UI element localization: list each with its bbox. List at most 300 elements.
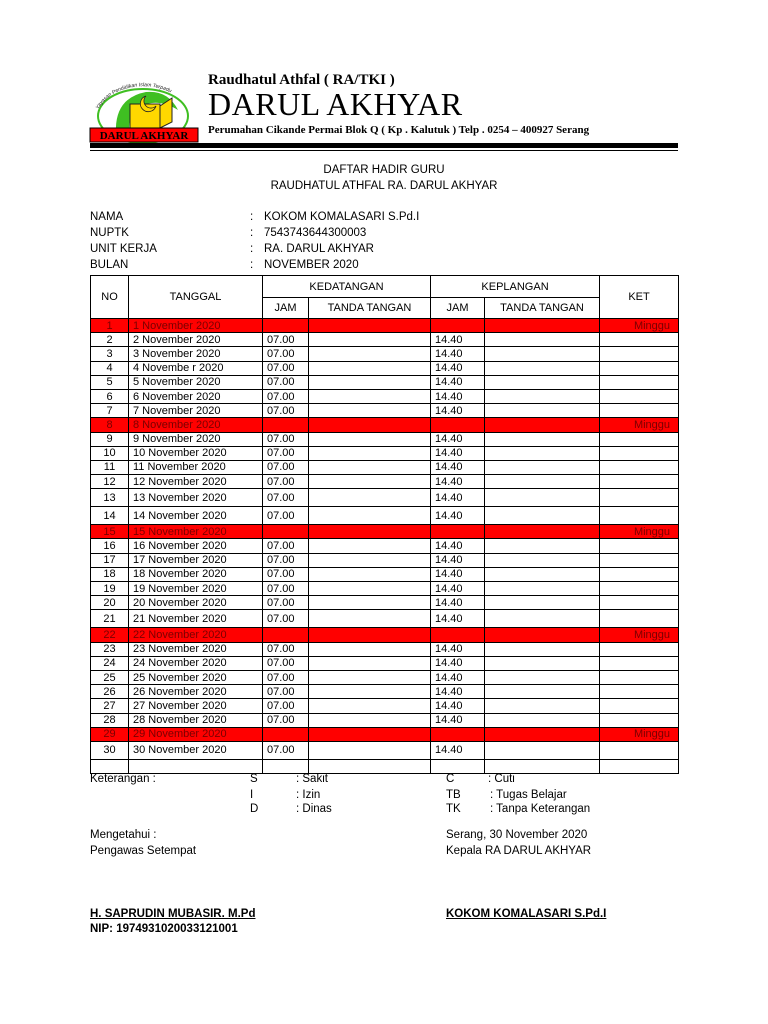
- cell-jam-in: 07.00: [263, 361, 309, 375]
- cell-tanggal: 13 November 2020: [129, 489, 263, 507]
- cell-jam-out: 14.40: [431, 713, 485, 727]
- cell-jam-out: 14.40: [431, 404, 485, 418]
- cell-no: 2: [91, 333, 129, 347]
- cell-tanggal: 4 Novembe r 2020: [129, 361, 263, 375]
- cell-ttd-out: [485, 713, 600, 727]
- table-row: [91, 446, 679, 460]
- cell-tanggal: 12 November 2020: [129, 475, 263, 489]
- cell-no: 26: [91, 685, 129, 699]
- cell-no: 3: [91, 347, 129, 361]
- cell-jam-in: 07.00: [263, 713, 309, 727]
- sig-left-name: H. SAPRUDIN MUBASIR. M.Pd: [90, 908, 256, 920]
- cell-ket: [600, 333, 679, 347]
- cell-ttd-out: [485, 404, 600, 418]
- cell-ttd-in: [309, 375, 431, 389]
- cell-tanggal: 19 November 2020: [129, 582, 263, 596]
- cell-ttd-in: [309, 460, 431, 474]
- cell-ttd-in: [309, 567, 431, 581]
- cell-tanggal: 16 November 2020: [129, 539, 263, 553]
- table-row: [91, 375, 679, 389]
- cell-ttd-out: [485, 347, 600, 361]
- cell-ttd-out: [485, 628, 600, 642]
- cell-jam-in: 07.00: [263, 699, 309, 713]
- table-row: [91, 741, 679, 759]
- cell-jam-out: [431, 418, 485, 432]
- identity-value: KOKOM KOMALASARI S.Pd.I: [264, 211, 420, 223]
- cell-jam-in: 07.00: [263, 553, 309, 567]
- cell-tanggal: 5 November 2020: [129, 375, 263, 389]
- table-row: [91, 713, 679, 727]
- cell-ket: [600, 446, 679, 460]
- cell-tanggal: 20 November 2020: [129, 596, 263, 610]
- cell-ttd-out: [485, 610, 600, 628]
- cell-ttd-out: [485, 567, 600, 581]
- cell-ttd-in: [309, 656, 431, 670]
- table-row: [91, 642, 679, 656]
- cell-jam-out: 14.40: [431, 582, 485, 596]
- cell-jam-in: 07.00: [263, 567, 309, 581]
- cell-jam-out: 14.40: [431, 507, 485, 525]
- cell-ttd-out: [485, 489, 600, 507]
- letterhead-divider-thick: [90, 143, 678, 148]
- cell-no: 6: [91, 389, 129, 403]
- cell-tanggal: 30 November 2020: [129, 741, 263, 759]
- cell-ket: [600, 432, 679, 446]
- cell-ttd-out: [485, 418, 600, 432]
- cell-ttd-out: [485, 741, 600, 759]
- cell-ttd-out: [485, 319, 600, 333]
- cell-jam-in: 07.00: [263, 347, 309, 361]
- cell-ttd-out: [485, 553, 600, 567]
- cell-ttd-in: [309, 446, 431, 460]
- header-ket: KET: [600, 276, 679, 319]
- cell-jam-in: 07.00: [263, 596, 309, 610]
- cell-jam-out: [431, 319, 485, 333]
- cell-ttd-in: [309, 418, 431, 432]
- cell-no: 15: [91, 525, 129, 539]
- cell-jam-in: 07.00: [263, 475, 309, 489]
- cell-ttd-in: [309, 759, 431, 773]
- cell-ttd-out: [485, 727, 600, 741]
- header-jam-out: JAM: [431, 298, 485, 319]
- cell-ttd-out: [485, 361, 600, 375]
- identity-label: BULAN: [90, 259, 129, 271]
- cell-ttd-in: [309, 582, 431, 596]
- cell-ttd-out: [485, 507, 600, 525]
- table-row-sunday: [91, 418, 679, 432]
- cell-jam-out: 14.40: [431, 610, 485, 628]
- sig-right-name: KOKOM KOMALASARI S.Pd.I: [446, 908, 607, 920]
- cell-no: 25: [91, 670, 129, 684]
- cell-ttd-in: [309, 525, 431, 539]
- cell-jam-in: 07.00: [263, 610, 309, 628]
- sig-left-nip: NIP: 1974931020033121001: [90, 923, 238, 935]
- cell-no: 7: [91, 404, 129, 418]
- cell-jam-in: 07.00: [263, 375, 309, 389]
- cell-no: 29: [91, 727, 129, 741]
- table-row: [91, 489, 679, 507]
- cell-tanggal: 29 November 2020: [129, 727, 263, 741]
- cell-ket: [600, 713, 679, 727]
- cell-ttd-in: [309, 713, 431, 727]
- cell-ttd-out: [485, 539, 600, 553]
- table-row: [91, 759, 679, 773]
- attendance-table: [90, 275, 679, 774]
- table-row: [91, 656, 679, 670]
- school-name: DARUL AKHYAR: [208, 86, 463, 122]
- header-keplangan: KEPLANGAN: [431, 276, 600, 298]
- cell-jam-in: 07.00: [263, 670, 309, 684]
- cell-no: 17: [91, 553, 129, 567]
- cell-tanggal: 7 November 2020: [129, 404, 263, 418]
- cell-ttd-in: [309, 347, 431, 361]
- table-row: [91, 475, 679, 489]
- document-title: DAFTAR HADIR GURU: [323, 164, 445, 176]
- cell-ttd-in: [309, 489, 431, 507]
- cell-jam-out: 14.40: [431, 656, 485, 670]
- cell-jam-out: 14.40: [431, 699, 485, 713]
- cell-jam-in: 07.00: [263, 404, 309, 418]
- cell-ket: [600, 553, 679, 567]
- table-row: [91, 553, 679, 567]
- table-row: [91, 347, 679, 361]
- cell-ttd-in: [309, 642, 431, 656]
- cell-jam-out: 14.40: [431, 375, 485, 389]
- table-row: [91, 539, 679, 553]
- table-row: [91, 567, 679, 581]
- cell-tanggal: 9 November 2020: [129, 432, 263, 446]
- identity-label: NAMA: [90, 211, 124, 223]
- cell-ttd-out: [485, 759, 600, 773]
- cell-jam-out: 14.40: [431, 432, 485, 446]
- cell-ttd-out: [485, 525, 600, 539]
- legend-code: TK: [446, 803, 461, 815]
- cell-jam-in: [263, 525, 309, 539]
- cell-tanggal: 17 November 2020: [129, 553, 263, 567]
- cell-jam-in: 07.00: [263, 741, 309, 759]
- cell-tanggal: 6 November 2020: [129, 389, 263, 403]
- cell-tanggal: 28 November 2020: [129, 713, 263, 727]
- sig-left-line1: Mengetahui :: [90, 829, 157, 841]
- table-row: [91, 432, 679, 446]
- cell-ket: Minggu: [600, 727, 679, 741]
- cell-ket: Minggu: [600, 525, 679, 539]
- cell-ket: [600, 610, 679, 628]
- cell-ttd-in: [309, 699, 431, 713]
- cell-tanggal: 10 November 2020: [129, 446, 263, 460]
- table-row: [91, 460, 679, 474]
- cell-jam-out: 14.40: [431, 347, 485, 361]
- cell-jam-in: 07.00: [263, 656, 309, 670]
- cell-ttd-in: [309, 727, 431, 741]
- cell-jam-in: [263, 759, 309, 773]
- cell-tanggal: 11 November 2020: [129, 460, 263, 474]
- cell-jam-in: 07.00: [263, 489, 309, 507]
- school-logo: [86, 76, 202, 144]
- table-row: [91, 507, 679, 525]
- cell-no: 22: [91, 628, 129, 642]
- cell-tanggal: 21 November 2020: [129, 610, 263, 628]
- table-row-sunday: [91, 628, 679, 642]
- cell-no: 28: [91, 713, 129, 727]
- legend-desc: : Dinas: [296, 803, 332, 815]
- cell-ket: [600, 685, 679, 699]
- cell-ttd-in: [309, 539, 431, 553]
- legend-code: C: [446, 773, 455, 785]
- cell-ket: Minggu: [600, 418, 679, 432]
- cell-no: 19: [91, 582, 129, 596]
- cell-jam-in: 07.00: [263, 389, 309, 403]
- cell-tanggal: [129, 759, 263, 773]
- cell-jam-out: 14.40: [431, 553, 485, 567]
- cell-ket: [600, 699, 679, 713]
- cell-ttd-out: [485, 432, 600, 446]
- cell-jam-in: [263, 628, 309, 642]
- sig-right-line2: Kepala RA DARUL AKHYAR: [446, 845, 592, 857]
- legend-desc: : Izin: [296, 789, 321, 801]
- header-kedatangan: KEDATANGAN: [263, 276, 431, 298]
- cell-jam-in: [263, 319, 309, 333]
- cell-jam-in: 07.00: [263, 446, 309, 460]
- cell-jam-out: 14.40: [431, 489, 485, 507]
- cell-jam-in: [263, 418, 309, 432]
- cell-ket: [600, 741, 679, 759]
- cell-no: 13: [91, 489, 129, 507]
- cell-ttd-in: [309, 596, 431, 610]
- cell-jam-in: 07.00: [263, 507, 309, 525]
- cell-ket: [600, 656, 679, 670]
- cell-tanggal: 27 November 2020: [129, 699, 263, 713]
- cell-jam-out: 14.40: [431, 685, 485, 699]
- cell-tanggal: 18 November 2020: [129, 567, 263, 581]
- cell-ket: [600, 539, 679, 553]
- cell-ket: [600, 567, 679, 581]
- cell-ket: [600, 642, 679, 656]
- header-ttd-in: TANDA TANGAN: [309, 298, 431, 319]
- cell-no: 18: [91, 567, 129, 581]
- cell-ttd-in: [309, 475, 431, 489]
- cell-ket: [600, 489, 679, 507]
- cell-ket: [600, 670, 679, 684]
- cell-tanggal: 15 November 2020: [129, 525, 263, 539]
- cell-tanggal: 14 November 2020: [129, 507, 263, 525]
- cell-jam-in: 07.00: [263, 642, 309, 656]
- table-row: [91, 685, 679, 699]
- cell-ttd-out: [485, 389, 600, 403]
- legend-label: Keterangan :: [90, 773, 156, 785]
- sig-left-line2: Pengawas Setempat: [90, 845, 197, 857]
- cell-ttd-out: [485, 446, 600, 460]
- cell-ttd-in: [309, 361, 431, 375]
- identity-value: RA. DARUL AKHYAR: [264, 243, 374, 255]
- header-ttd-out: TANDA TANGAN: [485, 298, 600, 319]
- cell-ttd-out: [485, 596, 600, 610]
- header-no: NO: [91, 276, 129, 319]
- cell-ttd-out: [485, 642, 600, 656]
- cell-tanggal: 25 November 2020: [129, 670, 263, 684]
- cell-no: 24: [91, 656, 129, 670]
- cell-ket: [600, 375, 679, 389]
- cell-ttd-in: [309, 404, 431, 418]
- identity-colon: :: [250, 211, 254, 223]
- cell-jam-in: 07.00: [263, 582, 309, 596]
- cell-jam-out: [431, 628, 485, 642]
- cell-jam-out: 14.40: [431, 596, 485, 610]
- cell-ket: [600, 475, 679, 489]
- document-subtitle: RAUDHATUL ATHFAL RA. DARUL AKHYAR: [270, 180, 498, 192]
- table-row: [91, 389, 679, 403]
- table-row: [91, 361, 679, 375]
- cell-ttd-in: [309, 628, 431, 642]
- cell-no: 12: [91, 475, 129, 489]
- legend-desc: : Tugas Belajar: [490, 789, 567, 801]
- cell-ttd-out: [485, 656, 600, 670]
- cell-jam-out: 14.40: [431, 446, 485, 460]
- cell-ttd-out: [485, 460, 600, 474]
- cell-ket: Minggu: [600, 628, 679, 642]
- cell-ket: [600, 460, 679, 474]
- cell-tanggal: 23 November 2020: [129, 642, 263, 656]
- cell-tanggal: 26 November 2020: [129, 685, 263, 699]
- cell-jam-out: 14.40: [431, 361, 485, 375]
- table-row: [91, 582, 679, 596]
- cell-ket: [600, 507, 679, 525]
- cell-no: 8: [91, 418, 129, 432]
- cell-ttd-out: [485, 475, 600, 489]
- header-tanggal: TANGGAL: [129, 276, 263, 319]
- cell-ttd-out: [485, 685, 600, 699]
- cell-jam-in: 07.00: [263, 539, 309, 553]
- table-row: [91, 404, 679, 418]
- cell-ket: [600, 596, 679, 610]
- header-jam-in: JAM: [263, 298, 309, 319]
- cell-jam-out: 14.40: [431, 670, 485, 684]
- table-row: [91, 670, 679, 684]
- cell-no: 11: [91, 460, 129, 474]
- school-address: Perumahan Cikande Permai Blok Q ( Kp . Kalutuk ) Telp . 0254 – 400927 Serang: [208, 124, 590, 136]
- cell-jam-out: 14.40: [431, 539, 485, 553]
- cell-no: 14: [91, 507, 129, 525]
- cell-jam-out: [431, 759, 485, 773]
- cell-no: 23: [91, 642, 129, 656]
- cell-ket: [600, 347, 679, 361]
- cell-no: 4: [91, 361, 129, 375]
- legend-desc: : Sakit: [296, 773, 328, 785]
- cell-ket: [600, 361, 679, 375]
- cell-no: 16: [91, 539, 129, 553]
- table-row: [91, 610, 679, 628]
- cell-tanggal: 1 November 2020: [129, 319, 263, 333]
- legend-code: I: [250, 789, 254, 801]
- letterhead-divider-thin: [90, 150, 678, 151]
- cell-no: 5: [91, 375, 129, 389]
- legend-code: S: [250, 773, 258, 785]
- cell-jam-out: [431, 525, 485, 539]
- sig-right-line1: Serang, 30 November 2020: [446, 829, 588, 841]
- table-row: [91, 699, 679, 713]
- identity-colon: :: [250, 259, 254, 271]
- table-row-sunday: [91, 319, 679, 333]
- legend-desc: : Cuti: [488, 773, 515, 785]
- table-row: [91, 596, 679, 610]
- identity-label: UNIT KERJA: [90, 243, 157, 255]
- cell-no: 9: [91, 432, 129, 446]
- cell-ttd-out: [485, 333, 600, 347]
- cell-ket: [600, 389, 679, 403]
- cell-jam-out: 14.40: [431, 567, 485, 581]
- identity-colon: :: [250, 243, 254, 255]
- legend-code: D: [250, 803, 259, 815]
- cell-jam-out: 14.40: [431, 460, 485, 474]
- cell-jam-in: [263, 727, 309, 741]
- legend-code: TB: [446, 789, 461, 801]
- table-row-sunday: [91, 525, 679, 539]
- cell-ttd-in: [309, 685, 431, 699]
- cell-ttd-in: [309, 432, 431, 446]
- cell-ttd-out: [485, 582, 600, 596]
- cell-ttd-in: [309, 389, 431, 403]
- identity-value: 7543743644300003: [264, 227, 367, 239]
- cell-jam-out: 14.40: [431, 389, 485, 403]
- cell-jam-out: 14.40: [431, 642, 485, 656]
- cell-tanggal: 3 November 2020: [129, 347, 263, 361]
- cell-no: 10: [91, 446, 129, 460]
- cell-ttd-in: [309, 507, 431, 525]
- cell-tanggal: 24 November 2020: [129, 656, 263, 670]
- identity-value: NOVEMBER 2020: [264, 259, 359, 271]
- cell-jam-out: 14.40: [431, 333, 485, 347]
- cell-ttd-in: [309, 610, 431, 628]
- cell-jam-out: 14.40: [431, 475, 485, 489]
- cell-ket: [600, 759, 679, 773]
- cell-ket: [600, 582, 679, 596]
- attendance-body: [91, 319, 679, 774]
- cell-no: 27: [91, 699, 129, 713]
- cell-jam-in: 07.00: [263, 432, 309, 446]
- table-row-sunday: [91, 727, 679, 741]
- identity-label: NUPTK: [90, 227, 129, 239]
- logo-arc-text: Yayasan Pendidikan Islam Terpadu: [94, 82, 173, 111]
- cell-no: 1: [91, 319, 129, 333]
- cell-tanggal: 22 November 2020: [129, 628, 263, 642]
- cell-ttd-in: [309, 670, 431, 684]
- table-row: [91, 333, 679, 347]
- cell-tanggal: 8 November 2020: [129, 418, 263, 432]
- cell-ket: Minggu: [600, 319, 679, 333]
- cell-jam-in: 07.00: [263, 685, 309, 699]
- logo-label: DARUL AKHYAR: [99, 130, 189, 142]
- cell-ttd-in: [309, 319, 431, 333]
- cell-ttd-out: [485, 699, 600, 713]
- legend-desc: : Tanpa Keterangan: [490, 803, 591, 815]
- cell-jam-out: 14.40: [431, 741, 485, 759]
- cell-jam-in: 07.00: [263, 333, 309, 347]
- cell-ttd-in: [309, 333, 431, 347]
- identity-colon: :: [250, 227, 254, 239]
- cell-no: 30: [91, 741, 129, 759]
- cell-no: 20: [91, 596, 129, 610]
- cell-ttd-in: [309, 553, 431, 567]
- cell-no: [91, 759, 129, 773]
- cell-no: 21: [91, 610, 129, 628]
- school-subtitle: Raudhatul Athfal ( RA/TKI ): [208, 72, 395, 88]
- cell-jam-out: [431, 727, 485, 741]
- cell-ttd-in: [309, 741, 431, 759]
- cell-ttd-out: [485, 670, 600, 684]
- cell-ket: [600, 404, 679, 418]
- cell-ttd-out: [485, 375, 600, 389]
- cell-tanggal: 2 November 2020: [129, 333, 263, 347]
